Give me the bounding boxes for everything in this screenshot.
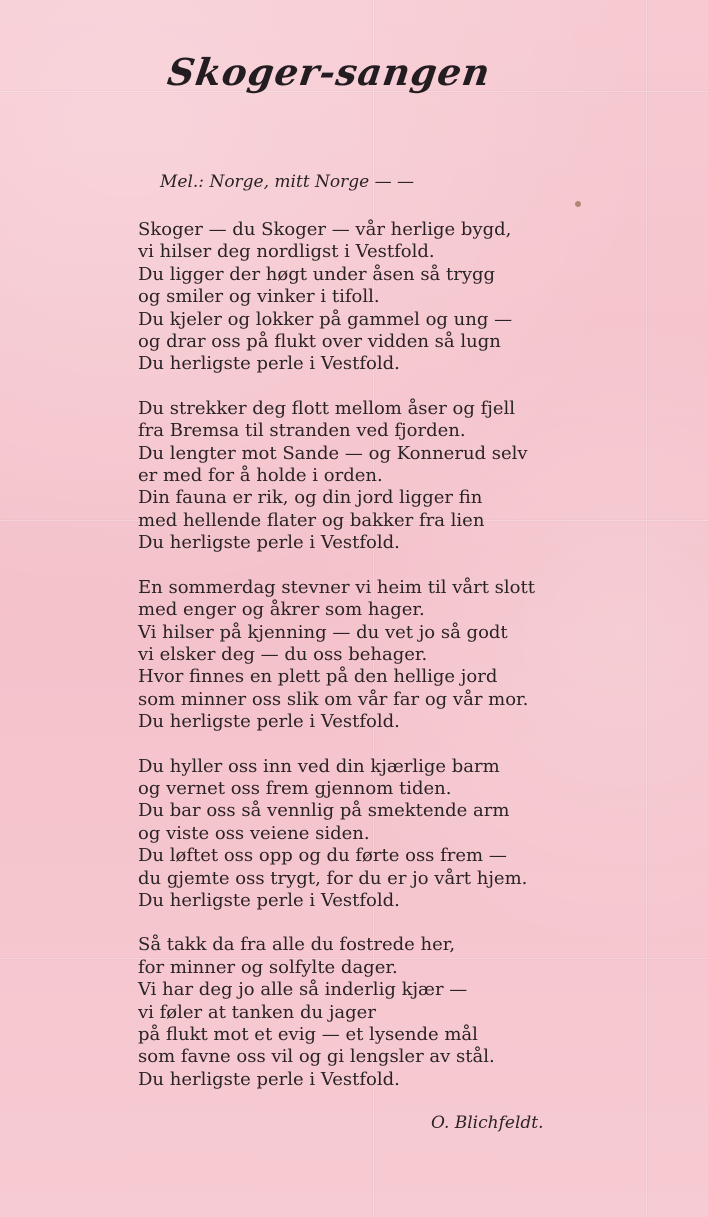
lyric-line: vi elsker deg — du oss behager.: [138, 643, 428, 665]
paper-speck: [575, 201, 581, 207]
lyric-line: som favne oss vil og gi lengsler av stål.: [138, 1046, 495, 1068]
lyric-line: Du herligste perle i Vestfold.: [138, 532, 400, 554]
lyric-line: Du løftet oss opp og du førte oss frem —: [138, 845, 507, 867]
lyric-line: Du herligste perle i Vestfold.: [138, 353, 400, 375]
lyric-line: Vi hilser på kjenning — du vet jo så godt: [138, 621, 508, 643]
song-lyrics: [138, 219, 568, 1113]
lyric-line: med enger og åkrer som hager.: [138, 599, 425, 621]
lyric-line: Du hyller oss inn ved din kjærlige barm: [138, 755, 500, 777]
lyric-line: du gjemte oss trygt, for du er jo vårt hjem.: [138, 867, 528, 889]
author-signature: O. Blichfeldt.: [431, 1113, 544, 1133]
lyric-line: med hellende flater og bakker fra lien: [138, 509, 485, 531]
stanza-2: [138, 398, 568, 555]
lyric-line: Så takk da fra alle du fostrede her,: [138, 934, 456, 956]
lyric-line: Du herligste perle i Vestfold.: [138, 711, 400, 733]
lyric-line: og smiler og vinker i tifoll.: [138, 286, 380, 308]
lyric-line: og viste oss veiene siden.: [138, 822, 370, 844]
lyric-line: vi hilser deg nordligst i Vestfold.: [138, 241, 435, 263]
lyric-line: for minner og solfylte dager.: [138, 956, 398, 978]
lyric-line: Du bar oss så vennlig på smektende arm: [138, 800, 510, 822]
lyric-line: Vi har deg jo alle så inderlig kjær —: [138, 979, 468, 1001]
lyric-line: vi føler at tanken du jager: [138, 1001, 376, 1023]
lyric-line: Skoger — du Skoger — vår herlige bygd,: [138, 219, 512, 240]
paper-crease: [646, 0, 647, 1217]
lyric-line: Du herligste perle i Vestfold.: [138, 889, 400, 911]
lyric-line: Du lengter mot Sande — og Konnerud selv: [138, 442, 528, 464]
lyric-line: og vernet oss frem gjennom tiden.: [138, 777, 452, 799]
lyric-line: Din fauna er rik, og din jord ligger fin: [138, 487, 483, 509]
song-title: Skoger-sangen: [164, 50, 494, 94]
lyric-line: og drar oss på flukt over vidden så lugn: [138, 331, 501, 353]
lyric-line: er med for å holde i orden.: [138, 465, 383, 487]
lyric-line: på flukt mot et evig — et lysende mål: [138, 1024, 478, 1045]
lyric-line: Du herligste perle i Vestfold.: [138, 1068, 400, 1090]
lyric-line: fra Bremsa til stranden ved fjorden.: [138, 420, 466, 442]
lyric-line: En sommerdag stevner vi heim til vårt slott: [138, 576, 535, 598]
lyric-line: Du strekker deg flott mellom åser og fjell: [138, 397, 516, 419]
lyric-line: som minner oss slik om vår far og vår mor.: [138, 688, 529, 710]
lyric-line: Du ligger der høgt under åsen så trygg: [138, 263, 496, 285]
stanza-1: [138, 219, 568, 376]
stanza-5: [138, 934, 568, 1091]
stanza-3: [138, 577, 568, 734]
lyric-line: Hvor finnes en plett på den hellige jord: [138, 666, 498, 688]
stanza-4: [138, 756, 568, 913]
lyric-line: Du kjeler og lokker på gammel og ung —: [138, 308, 513, 330]
melody-note: Mel.: Norge, mitt Norge — —: [160, 172, 415, 192]
